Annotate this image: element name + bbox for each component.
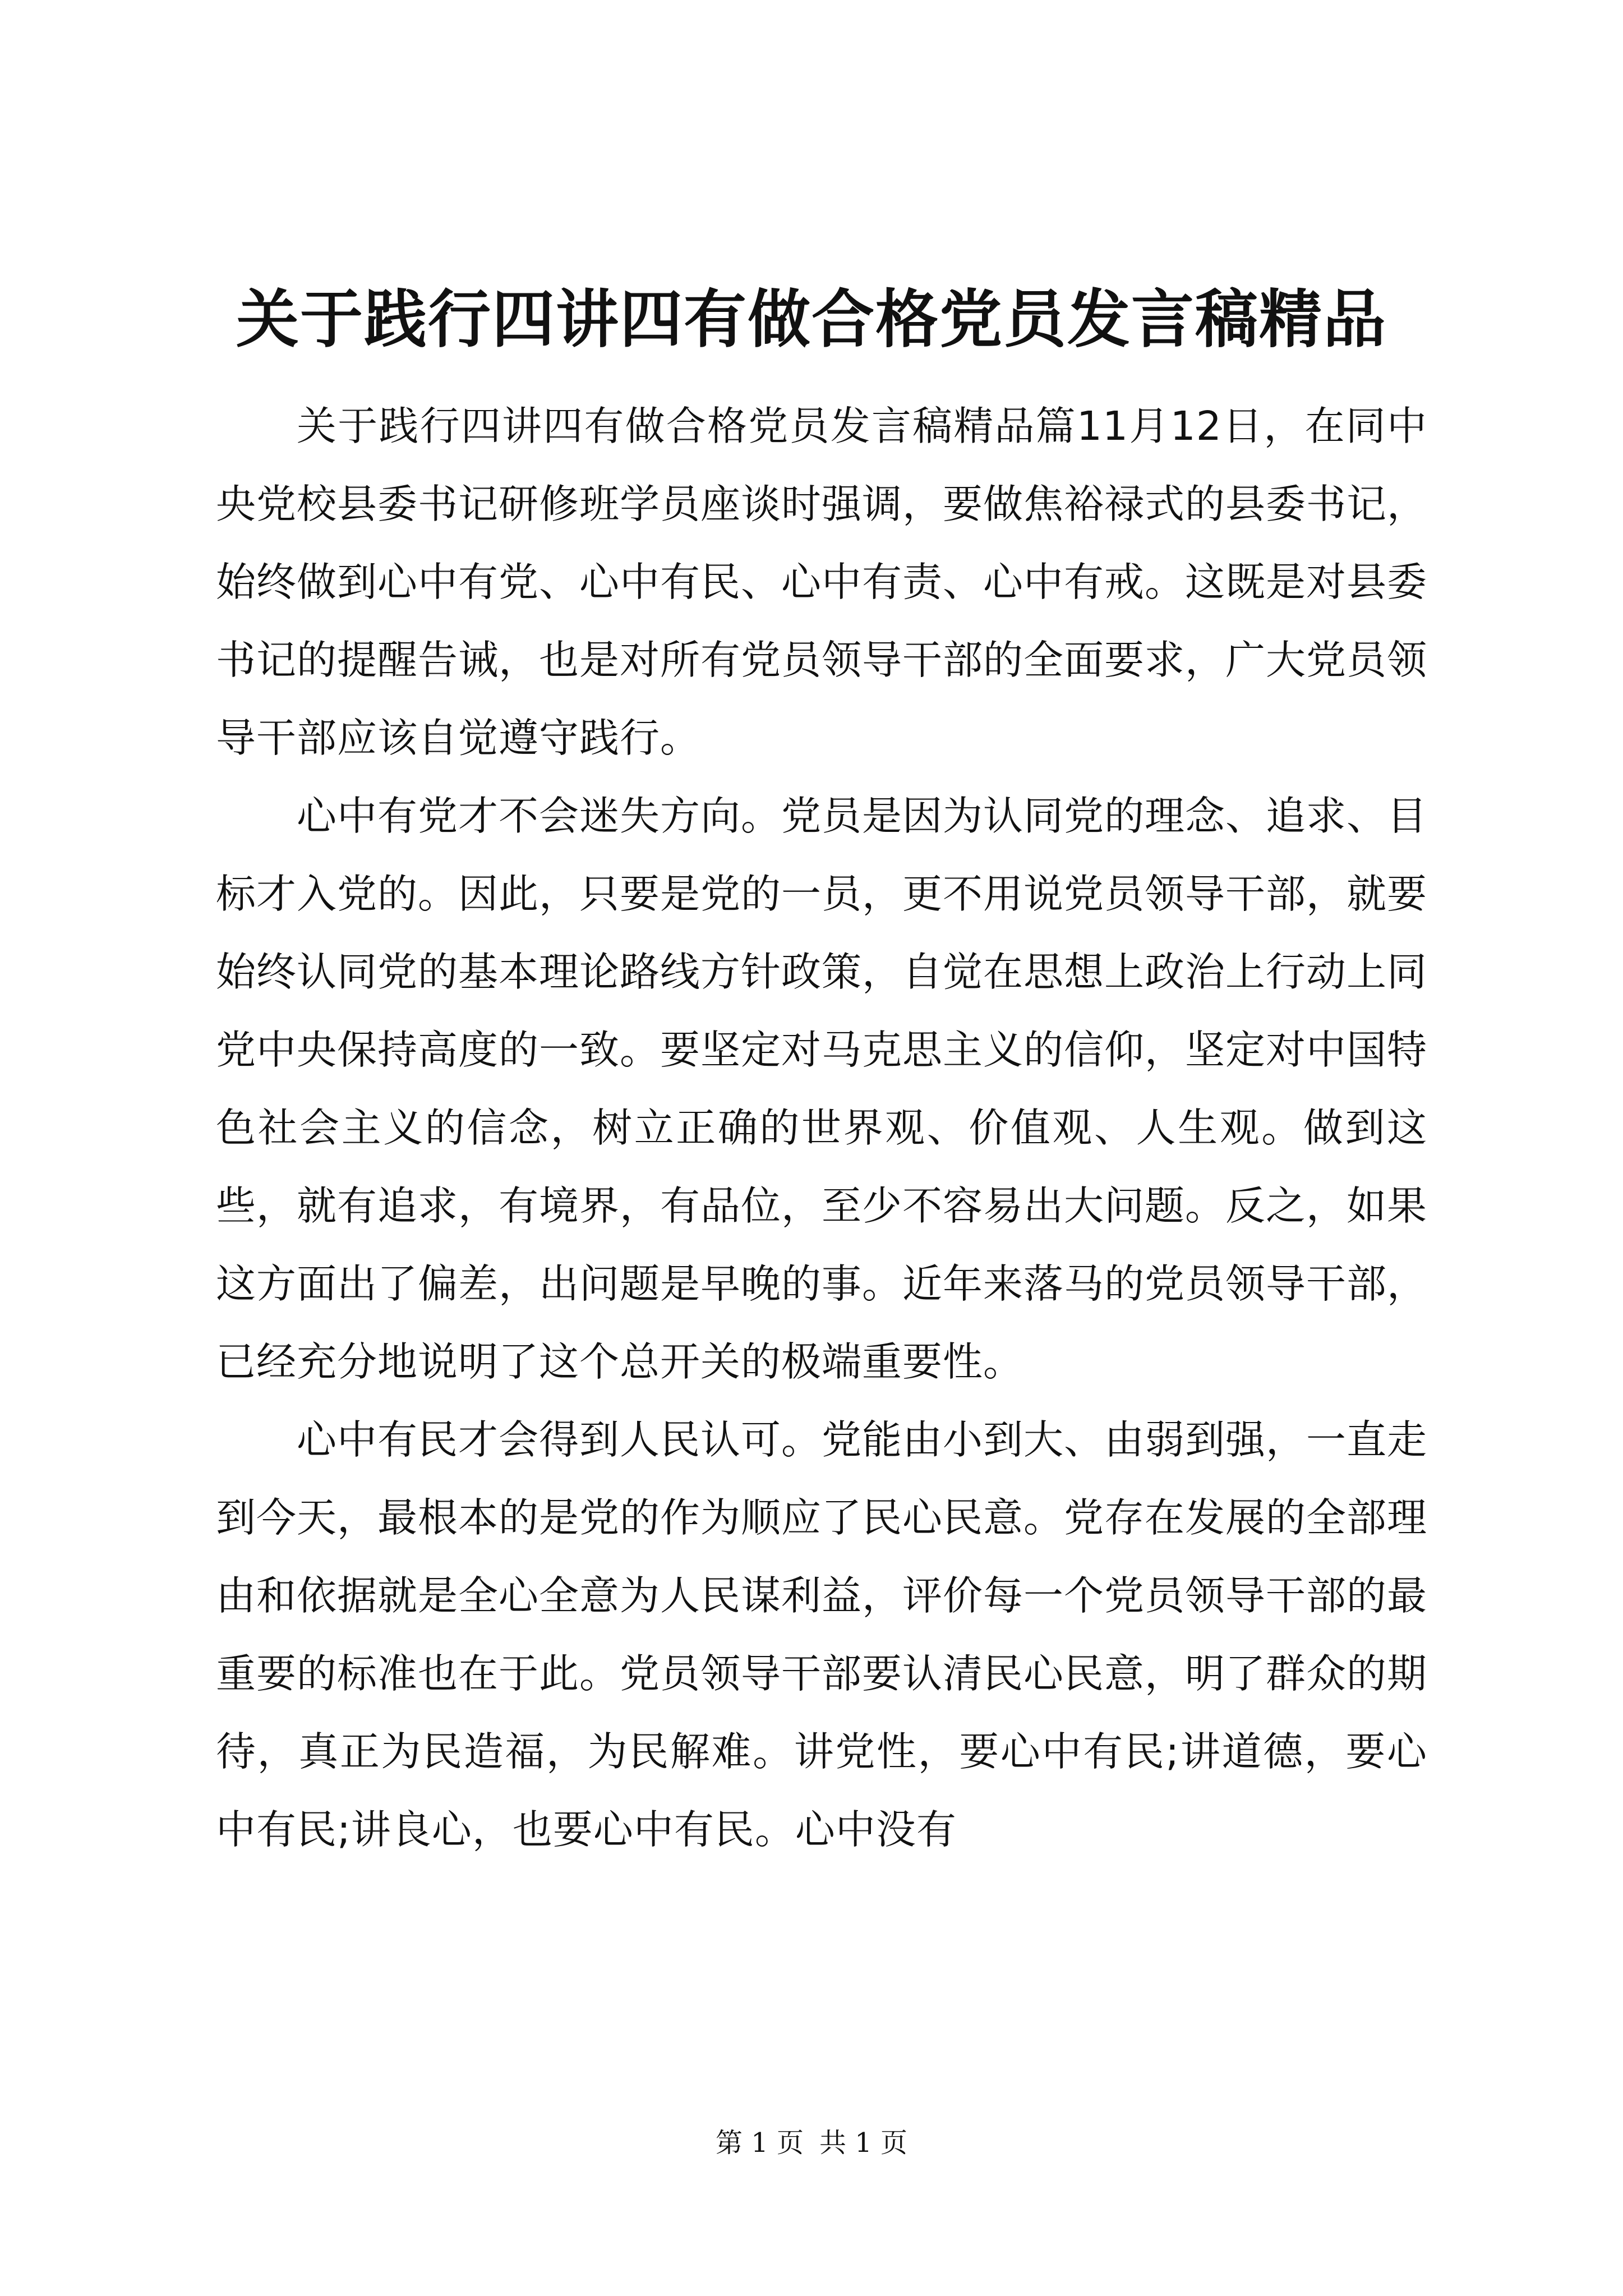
paragraph-2: 心中有党才不会迷失方向。党员是因为认同党的理念、追求、目标才入党的。因此，只要是党的一员，更不用说党员领导干部，就要始终认同党的基本理论路线方针政策，自觉在思想上政治上行动上同党中央保持高度的一致。要坚定对马克思主义的信仰，坚定对中国特色社会主义的信念，树立正确的世界观、价值观、人生观。做到这些，就有追求，有境界，有品位，至少不容易出大问题。反之，如果这方面出了偏差，出问题是早晚的事。近年来落马的党员领导干部，已经充分地说明了这个总开关的极端重要性。: [216, 793, 1428, 1385]
page-number: 第 1 页: [715, 2127, 804, 2159]
page-total: 共 1 页: [819, 2127, 908, 2159]
paragraph-1: 关于践行四讲四有做合格党员发言稿精品篇11月12日，在同中央党校县委书记研修班学员座谈时强调，要做焦裕禄式的县委书记，始终做到心中有党、心中有民、心中有责、心中有戒。这既是对县委书记的提醒告诫，也是对所有党员领导干部的全面要求，广大党员领导干部应该自觉遵守践行。: [216, 403, 1428, 761]
document-body: [216, 387, 1427, 1869]
page-footer: [0, 2126, 1623, 2160]
paragraph-3: 心中有民才会得到人民认可。党能由小到大、由弱到强，一直走到今天，最根本的是党的作为顺应了民心民意。党存在发展的全部理由和依据就是全心全意为人民谋利益，评价每一个党员领导干部的最重要的标准也在于此。党员领导干部要认清民心民意，明了群众的期待，真正为民造福，为民解难。讲党性，要心中有民;讲道德，要心中有民;讲良心，也要心中有民。心中没有: [216, 1416, 1428, 1853]
document-title: 关于践行四讲四有做合格党员发言稿精品: [236, 283, 1387, 356]
